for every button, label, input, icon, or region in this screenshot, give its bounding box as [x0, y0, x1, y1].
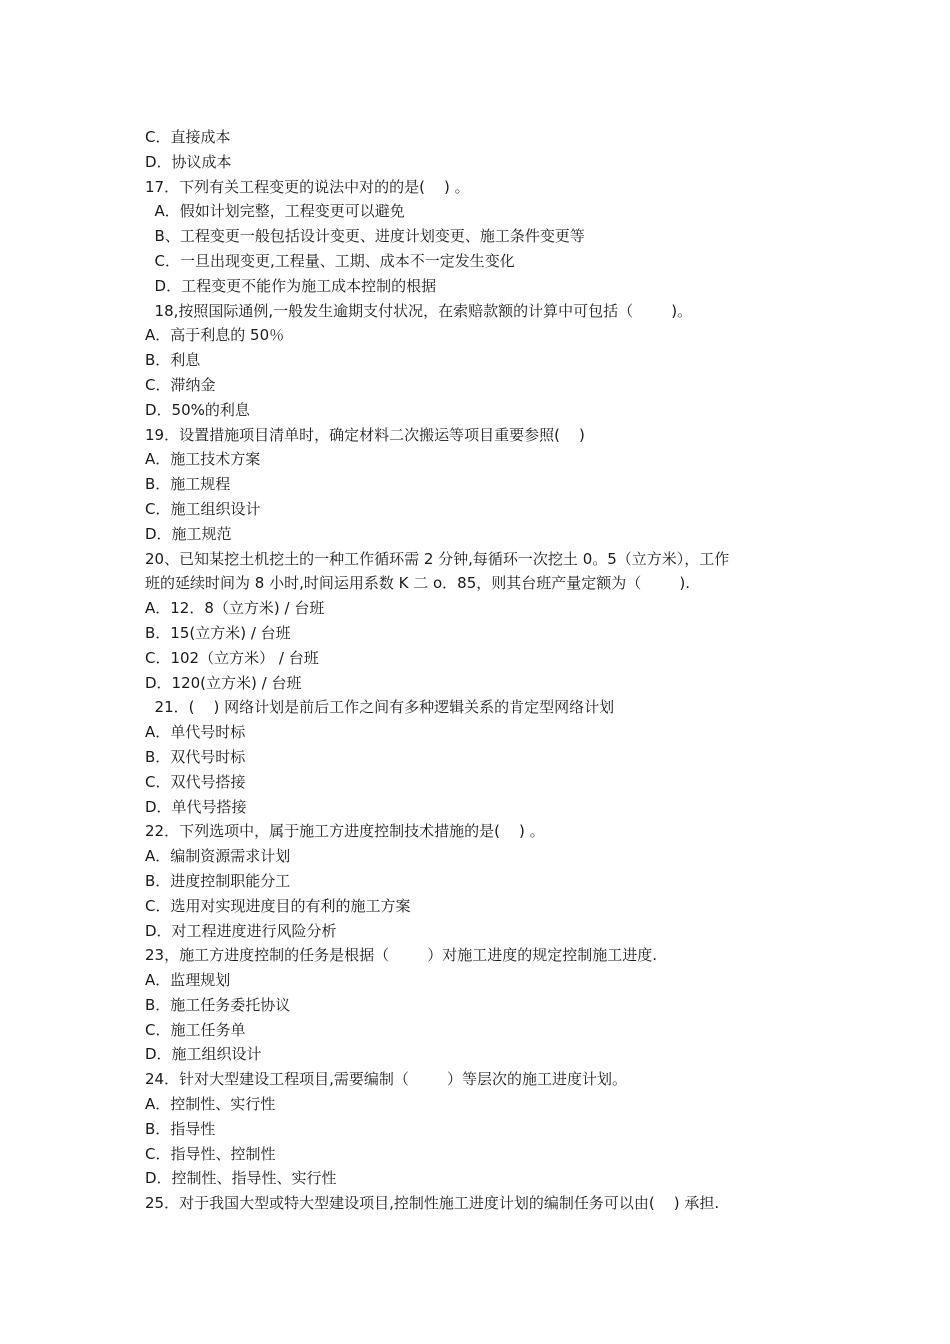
text-line: A．编制资源需求计划: [145, 847, 291, 866]
text-line: D．工程变更不能作为施工成本控制的根据: [145, 276, 437, 295]
text-line: C．双代号搭接: [145, 772, 246, 791]
text-line: 19．设置措施项目清单时，确定材料二次搬运等项目重要参照( ): [145, 425, 585, 444]
text-line: 24．针对大型建设工程项目,需要编制（ ）等层次的施工进度计划。: [145, 1070, 628, 1089]
text-line: C．102（立方米） / 台班: [145, 648, 319, 667]
text-line: D．对工程进度进行风险分析: [145, 921, 337, 940]
text-line: B、工程变更一般包括设计变更、进度计划变更、施工条件变更等: [145, 227, 585, 246]
text-line: B．双代号时标: [145, 747, 246, 766]
text-line: A．施工技术方案: [145, 450, 261, 469]
text-line: B．进度控制职能分工: [145, 871, 291, 890]
text-line: A．单代号时标: [145, 723, 246, 742]
text-line: B．指导性: [145, 1119, 216, 1138]
text-line: B．利息: [145, 351, 201, 370]
text-line: A．高于利息的 50％: [145, 326, 285, 345]
text-line: D．协议成本: [145, 152, 232, 171]
text-line: 22．下列选项中，属于施工方进度控制技术措施的是( ) 。: [145, 822, 545, 841]
text-line: A．假如计划完整，工程变更可以避免: [145, 202, 405, 221]
text-line: 18,按照国际通例,一般发生逾期支付状况，在索赔款额的计算中可包括（ )。: [145, 301, 693, 320]
text-line: B．施工规程: [145, 475, 231, 494]
text-line: C．一旦出现变更,工程量、工期、成本不一定发生变化: [145, 251, 515, 270]
text-line: 21．( ) 网络计划是前后工作之间有多种逻辑关系的肯定型网络计划: [145, 698, 615, 717]
text-line: 17．下列有关工程变更的说法中对的的是( ) 。: [145, 177, 470, 196]
text-line: D．120(立方米) / 台班: [145, 673, 302, 692]
text-line: 23，施工方进度控制的任务是根据（ ）对施工进度的规定控制施工进度.: [145, 946, 658, 965]
text-line: C．施工组织设计: [145, 499, 261, 518]
text-line: B．施工任务委托协议: [145, 995, 291, 1014]
text-line: B．15(立方米) / 台班: [145, 623, 291, 642]
text-line: C．滞纳金: [145, 375, 216, 394]
text-line: 20、已知某挖土机挖土的一种工作循环需 2 分钟,每循环一次挖土 0。5（立方米），工作: [145, 549, 730, 568]
text-line: C．直接成本: [145, 128, 231, 146]
text-line: A．12．8（立方米) / 台班: [145, 599, 325, 618]
text-line: D．施工组织设计: [145, 1045, 262, 1064]
text-line: D．控制性、指导性、实行性: [145, 1169, 337, 1188]
text-line: A．控制性、实行性: [145, 1095, 276, 1114]
text-line: C．施工任务单: [145, 1020, 246, 1039]
text-line: D．50%的利息: [145, 400, 250, 419]
document-body: [145, 125, 835, 1216]
text-line: D．施工规范: [145, 524, 232, 543]
text-line: 班的延续时间为 8 小时,时间运用系数 K 二 o．85，则其台班产量定额为（ ).: [145, 574, 691, 593]
text-line: D．单代号搭接: [145, 797, 247, 816]
text-line: A．监理规划: [145, 971, 231, 990]
text-line: 25．对于我国大型或特大型建设项目,控制性施工进度计划的编制任务可以由( ) 承担.: [145, 1194, 720, 1213]
text-line: C．选用对实现进度目的有利的施工方案: [145, 896, 411, 915]
text-line: C．指导性、控制性: [145, 1144, 276, 1163]
